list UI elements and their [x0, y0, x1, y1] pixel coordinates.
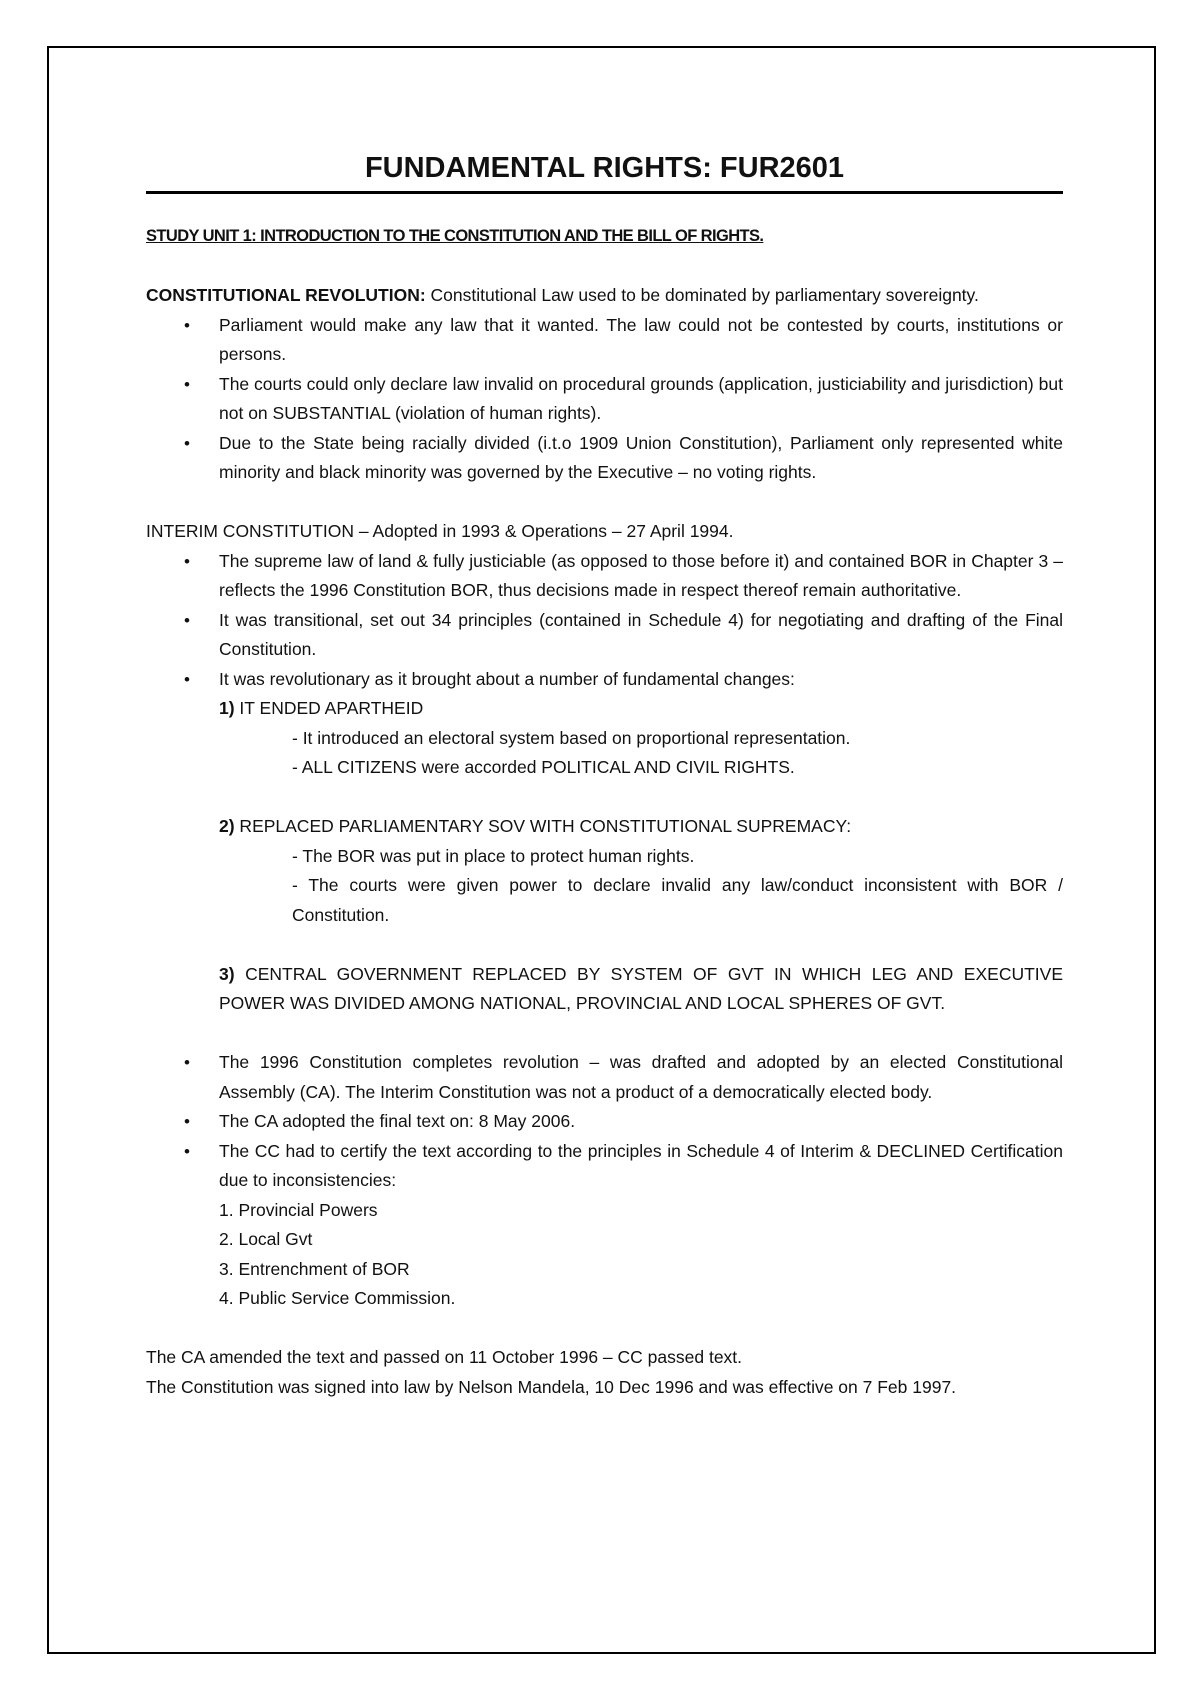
change-text: REPLACED PARLIAMENTARY SOV WITH CONSTITUTIONAL SUPREMACY:: [234, 816, 852, 836]
change-number: 3): [219, 963, 235, 984]
title-underline: [146, 191, 1063, 194]
closing-line: The Constitution was signed into law by Nelson Mandela, 10 Dec 1996 and was effective on 7 Feb 1997.: [146, 1376, 957, 1397]
list-item: • The 1996 Constitution completes revolution – was drafted and adopted by an elected Constitutional Assembly (CA). The Interim Constitution was not a product of a democratically elected body.: [146, 1048, 1063, 1107]
inconsistency-item: 2. Local Gvt: [219, 1229, 313, 1249]
change-point: - It introduced an electoral system based on proportional representation.: [292, 727, 851, 748]
change-point: - ALL CITIZENS were accorded POLITICAL AND CIVIL RIGHTS.: [292, 757, 795, 777]
list-item: • The courts could only declare law invalid on procedural grounds (application, justiciability and jurisdiction) but not on SUBSTANTIAL (violation of human rights).: [146, 370, 1063, 429]
revolution-list: [146, 311, 1063, 488]
list-item: • It was transitional, set out 34 principles (contained in Schedule 4) for negotiating and drafting of the Final Constitution.: [146, 606, 1063, 665]
list-item: • The CA adopted the final text on: 8 May 2006.: [146, 1107, 1063, 1137]
change-point: - The BOR was put in place to protect human rights.: [292, 845, 695, 866]
change-1-heading: [146, 694, 1063, 724]
study-unit-heading: STUDY UNIT 1: INTRODUCTION TO THE CONSTITUTION AND THE BILL OF RIGHTS.: [146, 227, 764, 245]
final-list: [146, 1048, 1063, 1196]
interim-intro: INTERIM CONSTITUTION – Adopted in 1993 & Operations – 27 April 1994.: [146, 521, 734, 541]
revolution-text: Constitutional Law used to be dominated by parliamentary sovereignty.: [425, 285, 979, 305]
change-number: 1): [219, 698, 235, 718]
document-title: FUNDAMENTAL RIGHTS: FUR2601: [364, 152, 845, 184]
list-item: • Parliament would make any law that it wanted. The law could not be contested by courts, institutions or persons.: [146, 311, 1063, 370]
interim-list: [146, 547, 1063, 695]
change-number: 2): [219, 816, 235, 836]
closing-line: The CA amended the text and passed on 11 October 1996 – CC passed text.: [146, 1347, 743, 1367]
document-body: [146, 145, 1063, 1402]
inconsistency-item: 1. Provincial Powers: [219, 1199, 378, 1220]
change-text: IT ENDED APARTHEID: [234, 698, 424, 718]
revolution-label: CONSTITUTIONAL REVOLUTION:: [146, 285, 426, 305]
change-3-heading: [146, 960, 1063, 1019]
inconsistency-item: 3. Entrenchment of BOR: [219, 1258, 410, 1279]
inconsistency-item: 4. Public Service Commission.: [219, 1288, 456, 1308]
list-item: • Due to the State being racially divided (i.t.o 1909 Union Constitution), Parliament only represented white minority and black minority was governed by the Executive – no voting rights.: [146, 429, 1063, 488]
change-text: CENTRAL GOVERNMENT REPLACED BY SYSTEM OF GVT IN WHICH LEG AND EXECUTIVE POWER WAS DIVIDED AMONG NATIONAL, PROVINCIAL AND LOCAL SPHERES OF GVT.: [219, 963, 1063, 1013]
revolution-paragraph: [146, 281, 1063, 311]
list-item: • The supreme law of land & fully justiciable (as opposed to those before it) and contained BOR in Chapter 3 – reflects the 1996 Constitution BOR, thus decisions made in respect thereof remain authoritative.: [146, 547, 1063, 606]
change-2-heading: [146, 812, 1063, 842]
list-item: • The CC had to certify the text according to the principles in Schedule 4 of Interim & DECLINED Certification due to inconsistencies:: [146, 1137, 1063, 1196]
change-point: - The courts were given power to declare invalid any law/conduct inconsistent with BOR / Constitution.: [292, 875, 1063, 925]
list-item: • It was revolutionary as it brought about a number of fundamental changes:: [146, 665, 1063, 695]
